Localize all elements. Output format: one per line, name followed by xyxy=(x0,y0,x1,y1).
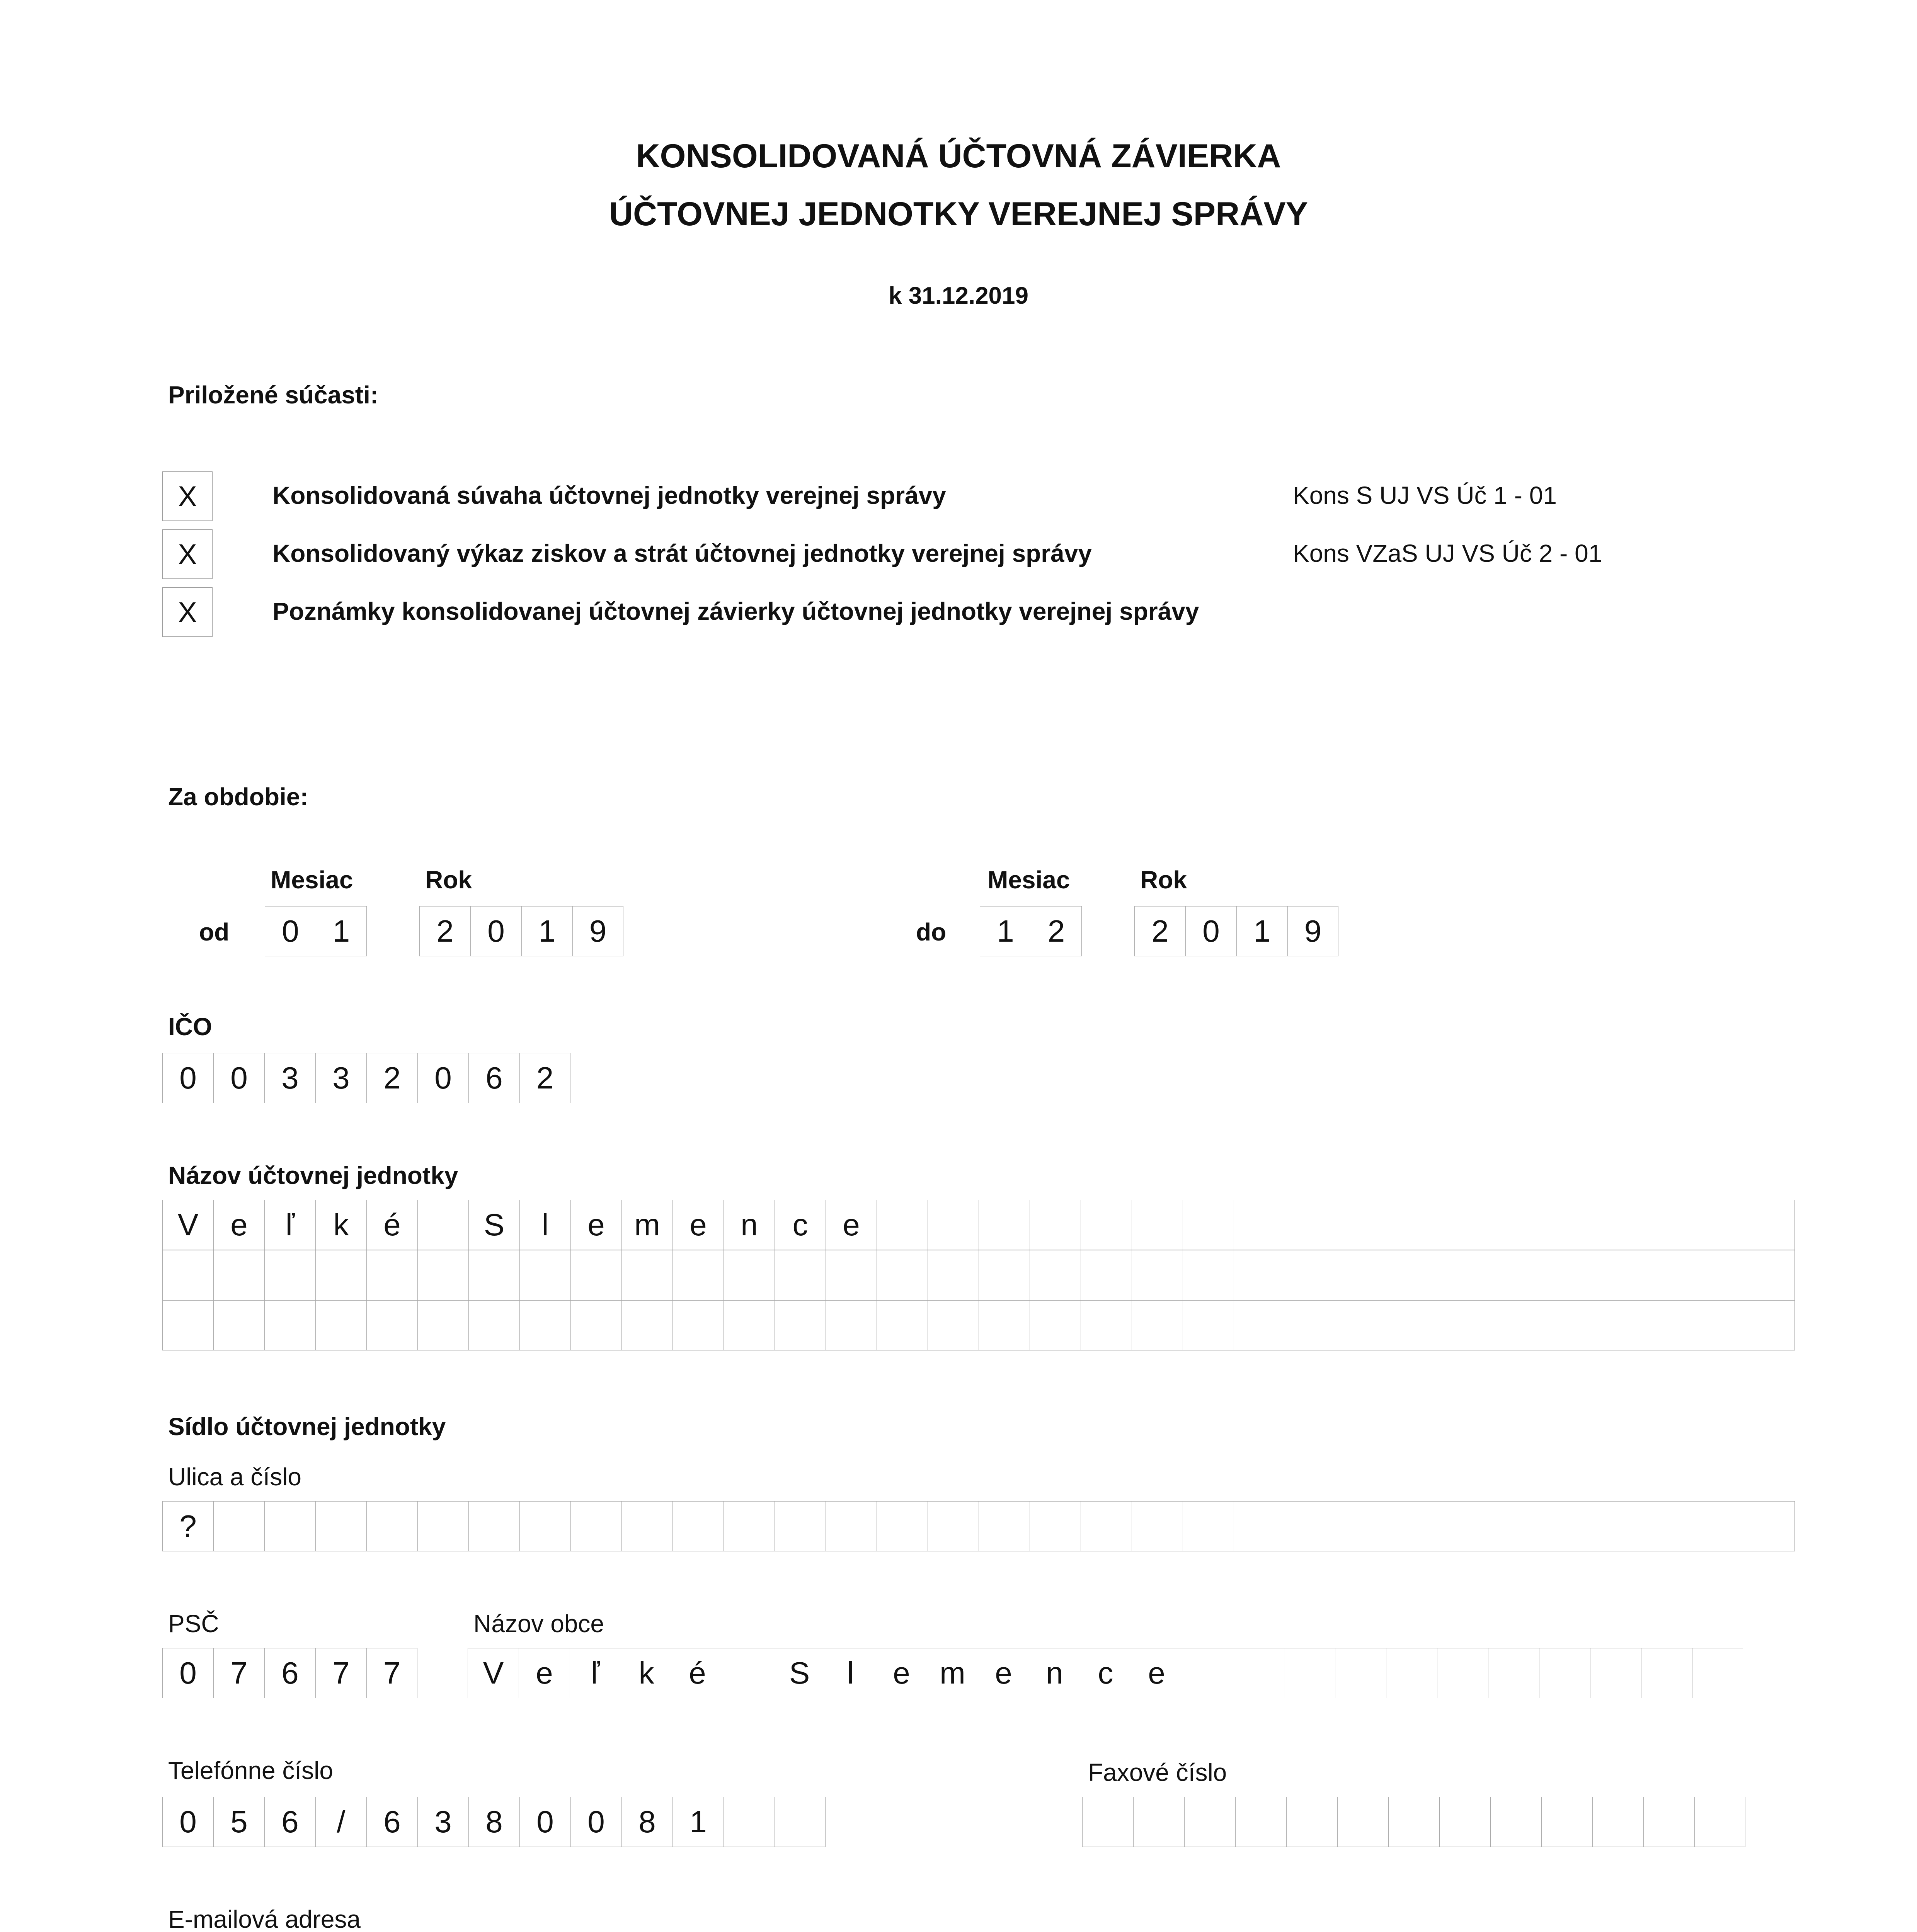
char-cell xyxy=(417,1501,468,1551)
char-cell: 7 xyxy=(213,1648,264,1698)
from-label: od xyxy=(199,918,230,946)
char-cell: / xyxy=(315,1797,366,1847)
email-label: E-mailová adresa xyxy=(168,1905,361,1932)
city-label: Názov obce xyxy=(473,1610,604,1638)
char-cell xyxy=(1490,1797,1541,1847)
char-cell xyxy=(979,1300,1030,1350)
char-cell xyxy=(1592,1797,1643,1847)
char-cell xyxy=(1030,1250,1081,1300)
char-cell: 0 xyxy=(470,906,521,956)
from-month-label: Mesiac xyxy=(271,866,353,894)
char-cell xyxy=(417,1200,468,1250)
char-cell xyxy=(1132,1200,1183,1250)
char-cell xyxy=(724,1501,775,1551)
char-cell xyxy=(877,1300,928,1350)
char-cell xyxy=(519,1300,570,1350)
char-cell xyxy=(979,1250,1030,1300)
char-cell: 8 xyxy=(468,1797,519,1847)
char-cell xyxy=(1183,1300,1234,1350)
char-cell xyxy=(519,1250,570,1300)
char-cell xyxy=(1234,1250,1285,1300)
char-cell xyxy=(1081,1501,1132,1551)
char-cell xyxy=(162,1300,213,1350)
char-cell: 0 xyxy=(519,1797,570,1847)
char-cell xyxy=(1234,1300,1285,1350)
char-cell xyxy=(1285,1300,1336,1350)
attachment-code-income-statement: Kons VZaS UJ VS Úč 2 - 01 xyxy=(1293,539,1602,567)
char-cell xyxy=(826,1501,877,1551)
name-label: Názov účtovnej jednotky xyxy=(168,1162,458,1189)
char-cell: 0 xyxy=(265,906,316,956)
char-cell xyxy=(468,1300,519,1350)
char-cell xyxy=(1234,1501,1285,1551)
phone-field[interactable] xyxy=(162,1797,826,1847)
name-field-row2[interactable] xyxy=(162,1250,1795,1300)
char-cell: l xyxy=(519,1200,570,1250)
char-cell xyxy=(366,1501,417,1551)
char-cell xyxy=(1439,1797,1490,1847)
char-cell: c xyxy=(1080,1648,1131,1698)
char-cell: V xyxy=(162,1200,213,1250)
char-cell xyxy=(1744,1250,1795,1300)
char-cell: 5 xyxy=(213,1797,264,1847)
char-cell xyxy=(1438,1250,1489,1300)
char-cell xyxy=(366,1300,417,1350)
name-field-row3[interactable] xyxy=(162,1300,1795,1350)
char-cell xyxy=(1183,1501,1234,1551)
char-cell: 1 xyxy=(980,906,1031,956)
char-cell xyxy=(1744,1300,1795,1350)
report-date: k 31.12.2019 xyxy=(888,282,1028,309)
char-cell xyxy=(1591,1300,1642,1350)
char-cell: 0 xyxy=(162,1648,213,1698)
to-label: do xyxy=(916,918,947,946)
char-cell xyxy=(723,1648,774,1698)
char-cell xyxy=(1489,1501,1540,1551)
char-cell xyxy=(1541,1797,1592,1847)
period-heading: Za obdobie: xyxy=(168,783,308,811)
char-cell xyxy=(724,1300,775,1350)
to-month-label: Mesiac xyxy=(987,866,1070,894)
char-cell xyxy=(621,1501,672,1551)
char-cell xyxy=(1489,1250,1540,1300)
ico-label: IČO xyxy=(168,1013,212,1041)
char-cell xyxy=(928,1501,979,1551)
street-label: Ulica a číslo xyxy=(168,1463,301,1491)
char-cell xyxy=(928,1250,979,1300)
char-cell xyxy=(1692,1648,1743,1698)
attachments-heading: Priložené súčasti: xyxy=(168,381,379,409)
char-cell: c xyxy=(775,1200,826,1250)
char-cell xyxy=(1285,1250,1336,1300)
char-cell: 3 xyxy=(417,1797,468,1847)
char-cell xyxy=(1693,1250,1744,1300)
char-cell: 8 xyxy=(621,1797,672,1847)
char-cell xyxy=(775,1797,826,1847)
char-cell xyxy=(979,1200,1030,1250)
char-cell: e xyxy=(519,1648,570,1698)
from-year-label: Rok xyxy=(425,866,472,894)
char-cell xyxy=(1641,1648,1692,1698)
char-cell: S xyxy=(468,1200,519,1250)
char-cell xyxy=(1693,1501,1744,1551)
char-cell xyxy=(621,1300,672,1350)
form-title-line2: ÚČTOVNEJ JEDNOTKY VEREJNEJ SPRÁVY xyxy=(609,196,1308,233)
char-cell xyxy=(621,1250,672,1300)
char-cell: l xyxy=(825,1648,876,1698)
char-cell xyxy=(1336,1200,1387,1250)
char-cell xyxy=(1082,1797,1133,1847)
char-cell xyxy=(1642,1250,1693,1300)
char-cell xyxy=(1081,1300,1132,1350)
attachment-label-balance-sheet: Konsolidovaná súvaha účtovnej jednotky verejnej správy xyxy=(272,481,946,509)
char-cell xyxy=(724,1250,775,1300)
char-cell xyxy=(1336,1501,1387,1551)
char-cell xyxy=(826,1300,877,1350)
char-cell xyxy=(826,1250,877,1300)
char-cell: m xyxy=(927,1648,978,1698)
char-cell xyxy=(417,1300,468,1350)
char-cell: 6 xyxy=(264,1797,315,1847)
fax-label: Faxové číslo xyxy=(1088,1759,1227,1786)
char-cell: 3 xyxy=(264,1053,315,1103)
char-cell: 2 xyxy=(419,906,470,956)
char-cell xyxy=(1132,1501,1183,1551)
char-cell xyxy=(1387,1250,1438,1300)
char-cell xyxy=(1234,1200,1285,1250)
char-cell xyxy=(1642,1200,1693,1250)
char-cell xyxy=(1184,1797,1235,1847)
char-cell xyxy=(1286,1797,1337,1847)
char-cell xyxy=(1489,1300,1540,1350)
char-cell xyxy=(264,1250,315,1300)
char-cell xyxy=(570,1250,621,1300)
char-cell: e xyxy=(213,1200,264,1250)
char-cell xyxy=(264,1300,315,1350)
char-cell xyxy=(1387,1300,1438,1350)
name-field-row1[interactable] xyxy=(162,1200,1795,1250)
char-cell xyxy=(1030,1300,1081,1350)
char-cell xyxy=(213,1300,264,1350)
char-cell: 1 xyxy=(316,906,367,956)
char-cell: V xyxy=(468,1648,519,1698)
char-cell: 2 xyxy=(1134,906,1185,956)
char-cell: 1 xyxy=(672,1797,724,1847)
char-cell: 6 xyxy=(366,1797,417,1847)
from-year-field[interactable] xyxy=(419,906,623,956)
phone-label: Telefónne číslo xyxy=(168,1757,333,1784)
char-cell xyxy=(724,1797,775,1847)
char-cell xyxy=(1387,1501,1438,1551)
char-cell: 6 xyxy=(468,1053,519,1103)
char-cell: 9 xyxy=(1287,906,1338,956)
street-field[interactable] xyxy=(162,1501,1795,1551)
char-cell xyxy=(1337,1797,1388,1847)
checkbox-income-statement[interactable]: X xyxy=(162,529,213,579)
char-cell xyxy=(468,1250,519,1300)
char-cell xyxy=(1540,1300,1591,1350)
char-cell xyxy=(672,1250,724,1300)
char-cell: 0 xyxy=(417,1053,468,1103)
char-cell xyxy=(213,1250,264,1300)
char-cell: m xyxy=(621,1200,672,1250)
char-cell xyxy=(1694,1797,1745,1847)
checkbox-balance-sheet[interactable]: X xyxy=(162,471,213,521)
char-cell xyxy=(1182,1648,1233,1698)
char-cell xyxy=(775,1300,826,1350)
char-cell: k xyxy=(621,1648,672,1698)
to-year-label: Rok xyxy=(1140,866,1187,894)
char-cell xyxy=(672,1300,724,1350)
char-cell xyxy=(1590,1648,1641,1698)
char-cell: é xyxy=(672,1648,723,1698)
char-cell xyxy=(1030,1501,1081,1551)
char-cell xyxy=(1388,1797,1439,1847)
char-cell xyxy=(468,1501,519,1551)
char-cell xyxy=(979,1501,1030,1551)
char-cell xyxy=(1540,1200,1591,1250)
char-cell xyxy=(775,1250,826,1300)
char-cell xyxy=(877,1501,928,1551)
char-cell xyxy=(877,1200,928,1250)
attachment-label-notes: Poznámky konsolidovanej účtovnej závierky účtovnej jednotky verejnej správy xyxy=(272,597,1199,625)
char-cell xyxy=(775,1501,826,1551)
char-cell xyxy=(1081,1200,1132,1250)
char-cell: 1 xyxy=(521,906,572,956)
char-cell xyxy=(1132,1250,1183,1300)
char-cell xyxy=(1693,1300,1744,1350)
char-cell: e xyxy=(570,1200,621,1250)
char-cell xyxy=(1030,1200,1081,1250)
char-cell xyxy=(1387,1200,1438,1250)
char-cell: ? xyxy=(162,1501,213,1551)
char-cell xyxy=(1235,1797,1286,1847)
char-cell xyxy=(1081,1250,1132,1300)
char-cell: e xyxy=(672,1200,724,1250)
char-cell: e xyxy=(978,1648,1029,1698)
char-cell xyxy=(1540,1501,1591,1551)
char-cell: n xyxy=(1029,1648,1080,1698)
checkbox-notes[interactable]: X xyxy=(162,587,213,637)
char-cell xyxy=(1183,1250,1234,1300)
char-cell: 7 xyxy=(366,1648,417,1698)
char-cell xyxy=(570,1501,621,1551)
char-cell xyxy=(1744,1501,1795,1551)
char-cell xyxy=(1438,1200,1489,1250)
seat-heading: Sídlo účtovnej jednotky xyxy=(168,1413,446,1440)
char-cell xyxy=(264,1501,315,1551)
char-cell xyxy=(366,1250,417,1300)
psc-label: PSČ xyxy=(168,1610,219,1638)
to-year-field[interactable] xyxy=(1134,906,1338,956)
char-cell xyxy=(162,1250,213,1300)
fax-field[interactable] xyxy=(1082,1797,1745,1847)
char-cell xyxy=(417,1250,468,1300)
char-cell: é xyxy=(366,1200,417,1250)
char-cell xyxy=(1540,1250,1591,1300)
char-cell: ľ xyxy=(570,1648,621,1698)
char-cell: 2 xyxy=(1031,906,1082,956)
char-cell xyxy=(1386,1648,1437,1698)
char-cell: ľ xyxy=(264,1200,315,1250)
char-cell: e xyxy=(1131,1648,1182,1698)
ico-field[interactable] xyxy=(162,1053,570,1103)
char-cell xyxy=(1591,1200,1642,1250)
char-cell xyxy=(1132,1300,1183,1350)
char-cell: 6 xyxy=(264,1648,315,1698)
attachment-code-balance-sheet: Kons S UJ VS Úč 1 - 01 xyxy=(1293,481,1557,509)
form-title-line1: KONSOLIDOVANÁ ÚČTOVNÁ ZÁVIERKA xyxy=(636,138,1281,175)
char-cell: 2 xyxy=(366,1053,417,1103)
char-cell xyxy=(519,1501,570,1551)
char-cell xyxy=(1488,1648,1539,1698)
char-cell: 7 xyxy=(315,1648,366,1698)
char-cell xyxy=(877,1250,928,1300)
to-month-field[interactable] xyxy=(980,906,1082,956)
char-cell xyxy=(315,1501,366,1551)
char-cell xyxy=(1284,1648,1335,1698)
char-cell: 3 xyxy=(315,1053,366,1103)
char-cell xyxy=(1591,1250,1642,1300)
char-cell: e xyxy=(826,1200,877,1250)
char-cell: n xyxy=(724,1200,775,1250)
char-cell: 0 xyxy=(162,1053,213,1103)
char-cell: 2 xyxy=(519,1053,570,1103)
char-cell: 0 xyxy=(162,1797,213,1847)
psc-field[interactable] xyxy=(162,1648,417,1698)
char-cell: S xyxy=(774,1648,825,1698)
char-cell xyxy=(315,1300,366,1350)
char-cell xyxy=(1489,1200,1540,1250)
char-cell xyxy=(1285,1501,1336,1551)
char-cell xyxy=(1643,1797,1694,1847)
char-cell xyxy=(1642,1300,1693,1350)
from-month-field[interactable] xyxy=(265,906,367,956)
char-cell: 0 xyxy=(570,1797,621,1847)
char-cell xyxy=(570,1300,621,1350)
char-cell xyxy=(1335,1648,1386,1698)
char-cell xyxy=(928,1300,979,1350)
char-cell: 1 xyxy=(1236,906,1287,956)
char-cell xyxy=(1285,1200,1336,1250)
char-cell: k xyxy=(315,1200,366,1250)
city-field[interactable] xyxy=(468,1648,1743,1698)
char-cell xyxy=(1233,1648,1284,1698)
char-cell: 0 xyxy=(213,1053,264,1103)
char-cell xyxy=(1438,1300,1489,1350)
char-cell xyxy=(1539,1648,1590,1698)
attachment-label-income-statement: Konsolidovaný výkaz ziskov a strát účtovnej jednotky verejnej správy xyxy=(272,539,1092,567)
char-cell: 9 xyxy=(572,906,623,956)
char-cell xyxy=(1336,1250,1387,1300)
char-cell: 0 xyxy=(1185,906,1236,956)
char-cell xyxy=(1437,1648,1488,1698)
char-cell: e xyxy=(876,1648,927,1698)
char-cell xyxy=(213,1501,264,1551)
char-cell xyxy=(1642,1501,1693,1551)
char-cell xyxy=(1183,1200,1234,1250)
char-cell xyxy=(928,1200,979,1250)
char-cell xyxy=(672,1501,724,1551)
char-cell xyxy=(1693,1200,1744,1250)
char-cell xyxy=(1744,1200,1795,1250)
char-cell xyxy=(1591,1501,1642,1551)
char-cell xyxy=(1336,1300,1387,1350)
char-cell xyxy=(315,1250,366,1300)
char-cell xyxy=(1133,1797,1184,1847)
char-cell xyxy=(1438,1501,1489,1551)
